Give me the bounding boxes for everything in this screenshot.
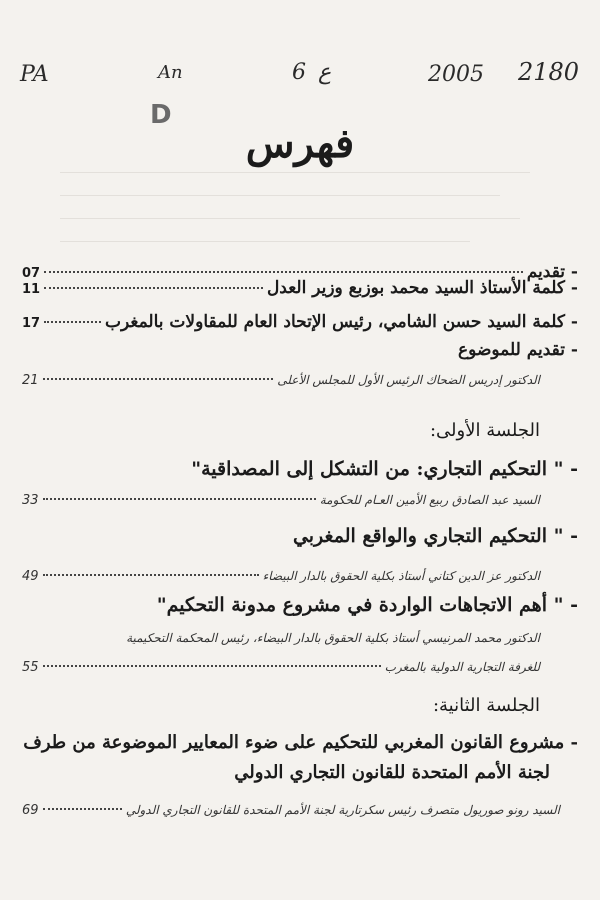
dot-leader (43, 574, 259, 576)
toc-entry-topic-intro: - تقديم للموضوع (458, 340, 578, 360)
stamp-letter: D (150, 100, 172, 130)
page-number: 21 (22, 373, 39, 388)
toc-subentry-dahak (22, 373, 540, 388)
session-heading-first: الجلسة الأولى: (429, 420, 540, 441)
handwritten-mark-e: 2005 (428, 62, 484, 87)
handwritten-mark-a: PA (20, 62, 49, 87)
page-number: 17 (22, 316, 41, 331)
page-number: 11 (22, 282, 41, 297)
page-number: 07 (22, 266, 41, 281)
entry-title: - تقديم (526, 262, 578, 282)
toc-subentry-mernissi-line2 (22, 660, 540, 675)
dot-leader (44, 271, 523, 273)
entry-author: الدكتور إدريس الضحاك الرئيس الأول للمجلس الأعلى (277, 373, 540, 387)
toc-entry-moroccan-reality: - " التحكيم التجاري والواقع المغربي (292, 525, 578, 547)
page-title: فهرس (245, 120, 355, 167)
toc-subentry-kettani (22, 569, 540, 584)
handwritten-mark-b: An (158, 62, 183, 83)
entry-author: الدكتور عز الدين كتاني أستاذ بكلية الحقوق بالدار البيضاء (262, 569, 540, 583)
entry-title: - كلمة السيد حسن الشامي، رئيس الإتحاد العام للمقاولات بالمغرب (105, 312, 578, 332)
entry-author: السيد عبد الصادق ربيع الأمين العـام للحكومة (319, 493, 540, 507)
page-number: 33 (22, 493, 39, 508)
handwritten-mark-c: 6 (292, 60, 306, 85)
dot-leader (43, 498, 316, 500)
toc-entry-commercial-arbitration: - " التحكيم التجاري: من التشكل إلى المصداقية" (191, 458, 578, 480)
toc-subentry-mernissi-line1: الدكتور محمد المرنيسي أستاذ بكلية الحقوق بالدار البيضاء، رئيس المحكمة التحكيمية (126, 631, 540, 645)
dot-leader (43, 378, 274, 380)
session-heading-second: الجلسة الثانية: (432, 695, 540, 716)
dot-leader (44, 287, 263, 289)
toc-entry-minister-speech (22, 278, 578, 298)
dot-leader (44, 321, 101, 323)
dot-leader (43, 808, 122, 810)
page-number: 55 (22, 660, 39, 675)
entry-author: السيد رونو صوريول متصرف رئيس سكرتارية لجنة الأمم المتحدة للقانون التجاري الدولي (125, 803, 560, 817)
entry-title: - كلمة الأستاذ السيد محمد بوزبع وزير العدل (266, 278, 578, 298)
toc-subentry-rabie (22, 493, 540, 508)
handwritten-mark-f: 2180 (518, 58, 580, 86)
handwritten-mark-d: ع (318, 60, 332, 85)
toc-entry-draft-law-line1: - مشروع القانون المغربي للتحكيم على ضوء المعايير الموضوعة من طرف (23, 732, 578, 753)
dot-leader (43, 665, 381, 667)
entry-author: للغرفة التجارية الدولية بالمغرب (384, 660, 540, 674)
toc-entry-draft-law-line2: لجنة الأمم المتحدة للقانون التجاري الدولي (234, 762, 550, 783)
page-number: 49 (22, 569, 39, 584)
toc-entry-chamishi-speech (22, 312, 578, 332)
toc-entry-arbitration-code-trends: - " أهم الاتجاهات الواردة في مشروع مدونة التحكيم" (156, 594, 578, 616)
toc-subentry-sorieul (22, 803, 560, 818)
page-number: 69 (22, 803, 39, 818)
